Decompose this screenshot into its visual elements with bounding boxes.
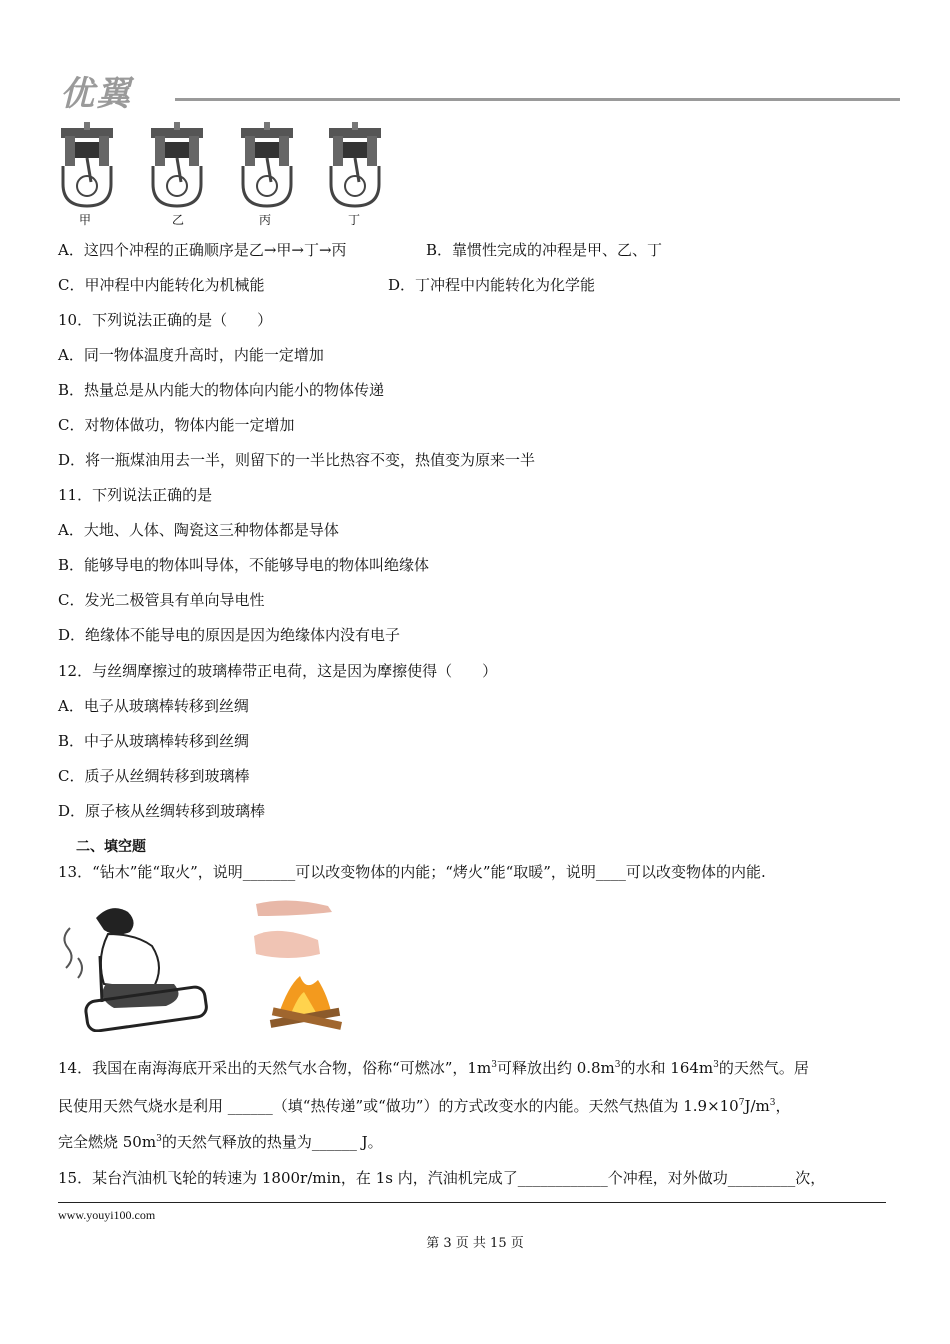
q9-option-d: D．丁冲程中内能转化为化学能 (388, 276, 596, 294)
q9-option-a: A．这四个冲程的正确顺序是乙→甲→丁→丙 (58, 241, 347, 259)
q11-option-d: D．绝缘体不能导电的原因是因为绝缘体内没有电子 (58, 626, 401, 644)
q15-stem: 15．某台汽油机飞轮的转速为 1800r/min，在 1s 内，汽油机完成了____________个冲程，对外做功_________次， (58, 1169, 826, 1187)
header-rule (175, 98, 900, 101)
q10-option-d: D．将一瓶煤油用去一半，则留下的一半比热容不变，热值变为原来一半 (58, 451, 536, 469)
q11-stem: 11．下列说法正确的是 (58, 486, 213, 504)
engine-label-jia: 甲 (79, 213, 92, 227)
engine-jia (61, 122, 113, 206)
q12-option-d: D．原子核从丝绸转移到玻璃棒 (58, 802, 266, 820)
q10-option-a: A．同一物体温度升高时，内能一定增加 (58, 346, 324, 364)
q9-option-c: C．甲冲程中内能转化为机械能 (58, 276, 265, 294)
footer-rule (58, 1202, 886, 1203)
page-number: 第 3 页 共 15 页 (426, 1236, 524, 1251)
logo: 优翼 (60, 74, 132, 114)
q12-option-b: B．中子从玻璃棒转移到丝绸 (58, 732, 250, 750)
warming-hands-fire-illustration (248, 896, 358, 1034)
q9-option-b: B．靠惯性完成的冲程是甲、乙、丁 (426, 241, 663, 259)
q11-option-b: B．能够导电的物体叫导体，不能够导电的物体叫绝缘体 (58, 556, 430, 574)
engine-yi (151, 122, 203, 206)
q14-line-1: 14．我国在南海海底开采出的天然气水合物，俗称“可燃冰”，$1m^3$可释放出约 $0.8m^3$的水和 $164m^3$的天然气。居 (58, 1059, 809, 1077)
q12-stem: 12．与丝绸摩擦过的玻璃棒带正电荷，这是因为摩擦使得（ ） (58, 662, 498, 680)
engine-label-bing: 丙 (259, 213, 272, 227)
engine-strokes-figure (55, 118, 385, 210)
q10-stem: 10．下列说法正确的是（ ） (58, 311, 273, 329)
q11-option-c: C．发光二极管具有单向导电性 (58, 591, 265, 609)
footer-url: www.youyi100.com (58, 1208, 156, 1222)
q14-line-2: 民使用天然气烧水是利用 ______（填“热传递”或“做功”）的方式改变水的内能。天然气热值为 $1.9\times 10^7J/m^3$， (58, 1097, 791, 1115)
q14-line-3: 完全燃烧 $50m^3$的天然气释放的热量为______ J。 (58, 1133, 383, 1151)
engine-label-yi: 乙 (172, 213, 185, 227)
q10-option-b: B．热量总是从内能大的物体向内能小的物体传递 (58, 381, 385, 399)
drilling-wood-illustration (56, 898, 211, 1032)
q13-stem: 13．“钻木”能“取火”，说明_______可以改变物体的内能；“烤火”能“取暖”，说明____可以改变物体的内能. (58, 863, 766, 881)
q10-option-c: C．对物体做功，物体内能一定增加 (58, 416, 295, 434)
section-title: 二、填空题 (76, 839, 146, 855)
engine-bing (241, 122, 293, 206)
engine-label-ding: 丁 (348, 213, 361, 227)
q11-option-a: A．大地、人体、陶瓷这三种物体都是导体 (58, 521, 339, 539)
engine-ding (329, 122, 381, 206)
q12-option-a: A．电子从玻璃棒转移到丝绸 (58, 697, 249, 715)
q12-option-c: C．质子从丝绸转移到玻璃棒 (58, 767, 250, 785)
